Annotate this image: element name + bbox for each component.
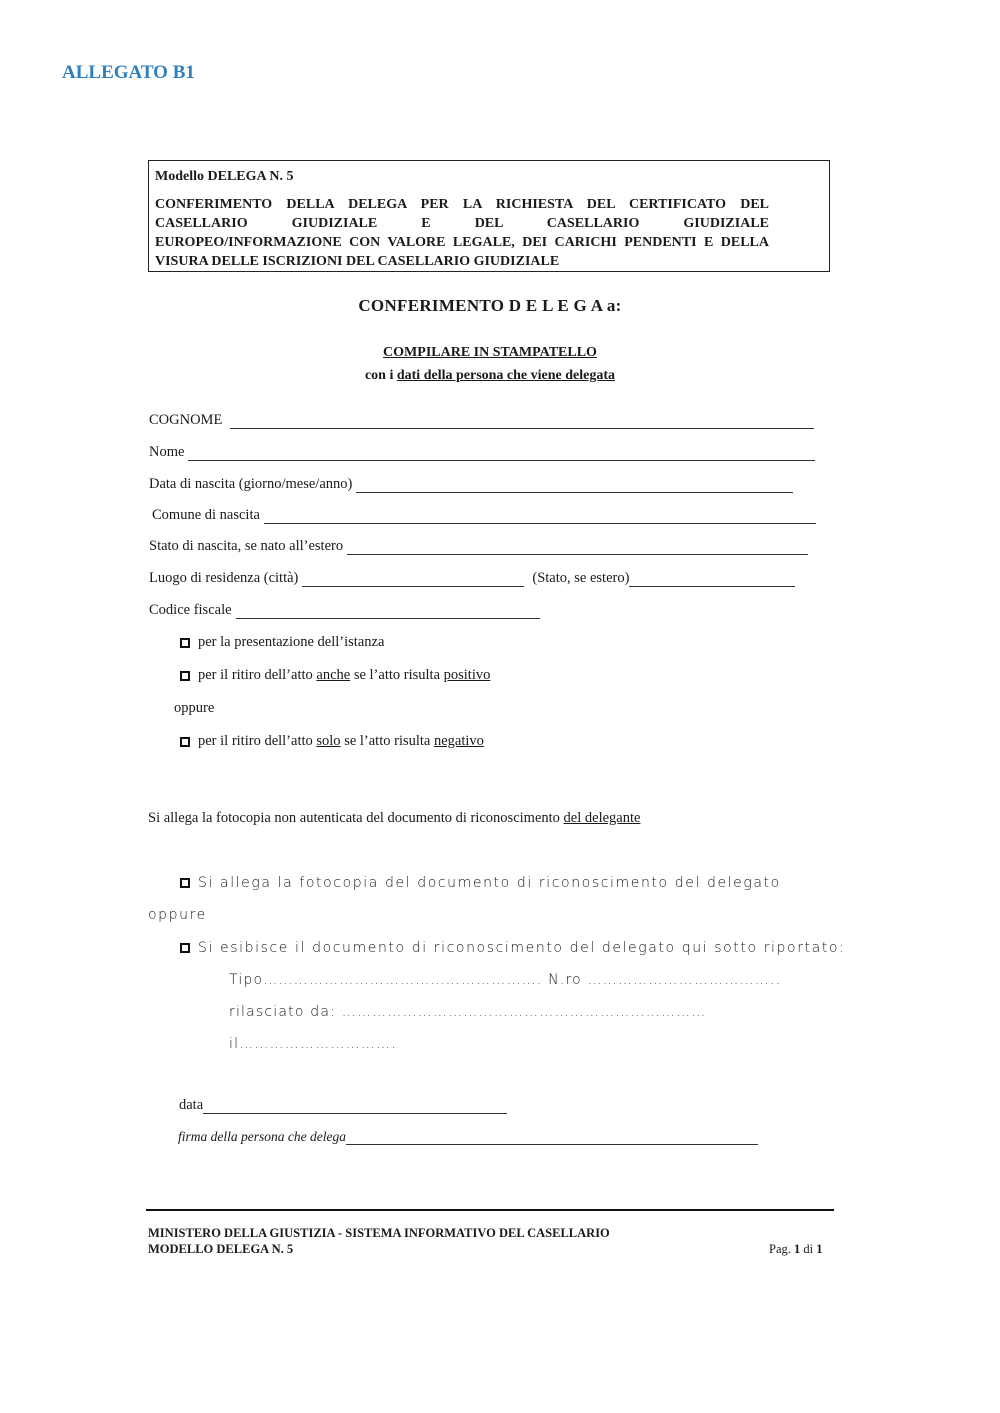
cognome-label: COGNOME	[149, 412, 223, 428]
page-number	[769, 1242, 822, 1257]
option-allega-delegato-label: Si allega la fotocopia del documento di riconoscimento del delegato	[198, 875, 781, 891]
heading: CONFERIMENTO D E L E G A a:	[358, 296, 622, 315]
allegato-delegante-text: Si allega la fotocopia non autenticata del documento di riconoscimento	[148, 810, 564, 826]
data-line[interactable]	[203, 1101, 507, 1114]
option-esibisce-documento[interactable]	[180, 940, 845, 956]
checkbox-icon[interactable]	[180, 671, 190, 681]
codice-fiscale-field[interactable]	[149, 602, 540, 619]
instruction-dati	[0, 368, 980, 384]
footer-rule	[146, 1209, 834, 1211]
page-total: 1	[816, 1242, 823, 1256]
page-prefix: Pag.	[769, 1242, 794, 1256]
codice-fiscale-line[interactable]	[236, 606, 540, 619]
firma-field[interactable]	[178, 1129, 758, 1145]
stato-nascita-line[interactable]	[347, 542, 808, 555]
data-nascita-field[interactable]	[149, 476, 793, 493]
text-c: se l’atto risulta	[340, 733, 434, 749]
firma-line[interactable]	[346, 1132, 758, 1145]
stato-nascita-label: Stato di nascita, se nato all’estero	[149, 538, 344, 554]
data-label: data	[179, 1097, 204, 1113]
residenza-label: Luogo di residenza (città)	[149, 570, 299, 586]
firma-label: firma della persona che delega	[178, 1129, 346, 1144]
option-allega-delegato[interactable]	[180, 875, 781, 891]
page-mid: di	[800, 1242, 817, 1256]
allegato-label: ALLEGATO B1	[62, 62, 195, 83]
text-a: per il ritiro dell’atto	[198, 733, 317, 749]
option-presentazione-label: per la presentazione dell’istanza	[198, 634, 385, 650]
nome-field[interactable]	[149, 444, 815, 461]
option-ritiro-positivo[interactable]	[180, 667, 490, 684]
comune-nascita-line[interactable]	[264, 511, 816, 524]
option-ritiro-negativo[interactable]	[180, 733, 484, 750]
oppure-label: oppure	[174, 700, 215, 716]
residenza-line[interactable]	[302, 574, 524, 587]
title-box	[148, 160, 830, 272]
il-field[interactable]: il………………………….	[229, 1036, 397, 1052]
footer-ministero: MINISTERO DELLA GIUSTIZIA - SISTEMA INFORMATIVO DEL CASELLARIO	[148, 1226, 610, 1240]
title-line-4: VISURA DELLE ISCRIZIONI DEL CASELLARIO GIUDIZIALE	[155, 254, 560, 269]
title-line-1: CONFERIMENTO DELLA DELEGA PER LA RICHIESTA DEL CERTIFICATO DEL	[155, 197, 769, 212]
text-c: se l’atto risulta	[350, 667, 444, 683]
allegato-delegante	[148, 810, 640, 827]
text-positivo: positivo	[443, 667, 491, 683]
option-ritiro-positivo-label	[198, 667, 490, 684]
text-anche: anche	[316, 667, 351, 683]
rilasciato-field[interactable]: rilasciato da: ………………………………………………………………	[229, 1004, 707, 1020]
comune-nascita-label: Comune di nascita	[152, 507, 260, 523]
tipo-field[interactable]: Tipo………………………………………………. N.ro ………………………………..	[229, 972, 782, 988]
codice-fiscale-label: Codice fiscale	[149, 602, 232, 618]
page-current: 1	[794, 1242, 801, 1256]
stato-nascita-field[interactable]	[149, 538, 808, 555]
checkbox-icon[interactable]	[180, 638, 190, 648]
checkbox-icon[interactable]	[180, 943, 190, 953]
instruction-dati-prefix: con i	[364, 368, 397, 383]
data-signature-field[interactable]	[179, 1097, 507, 1114]
text-a: per il ritiro dell’atto	[198, 667, 317, 683]
option-ritiro-negativo-label	[198, 733, 484, 750]
title-line-2: CASELLARIO GIUDIZIALE E DEL CASELLARIO GIUDIZIALE	[155, 216, 769, 231]
instruction-dati-underlined: dati della persona che viene delegata	[396, 368, 616, 383]
model-label: Modello DELEGA N. 5	[155, 169, 294, 184]
text-solo: solo	[316, 733, 341, 749]
nome-line[interactable]	[188, 448, 815, 461]
checkbox-icon[interactable]	[180, 737, 190, 747]
comune-nascita-field[interactable]	[152, 507, 816, 524]
cognome-field[interactable]	[149, 412, 814, 429]
residenza-field[interactable]	[149, 570, 795, 587]
text-negativo: negativo	[433, 733, 484, 749]
allegato-delegante-underlined: del delegante	[563, 810, 641, 826]
nome-label: Nome	[149, 444, 185, 460]
stato-estero-line[interactable]	[629, 574, 795, 587]
option-esibisce-documento-label: Si esibisce il documento di riconoscimento del delegato qui sotto riportato:	[198, 940, 846, 956]
footer-modello: MODELLO DELEGA N. 5	[148, 1242, 294, 1256]
stato-estero-label: (Stato, se estero)	[532, 570, 630, 586]
data-nascita-line[interactable]	[356, 480, 793, 493]
instruction-stampatello: COMPILARE IN STAMPATELLO	[383, 345, 597, 360]
cognome-line[interactable]	[230, 416, 814, 429]
oppure-label-2: oppure	[148, 907, 207, 923]
data-nascita-label: Data di nascita (giorno/mese/anno)	[149, 476, 353, 492]
checkbox-icon[interactable]	[180, 878, 190, 888]
option-presentazione[interactable]	[180, 634, 384, 651]
title-line-3: EUROPEO/INFORMAZIONE CON VALORE LEGALE, DEI CARICHI PENDENTI E DELLA	[155, 235, 769, 250]
